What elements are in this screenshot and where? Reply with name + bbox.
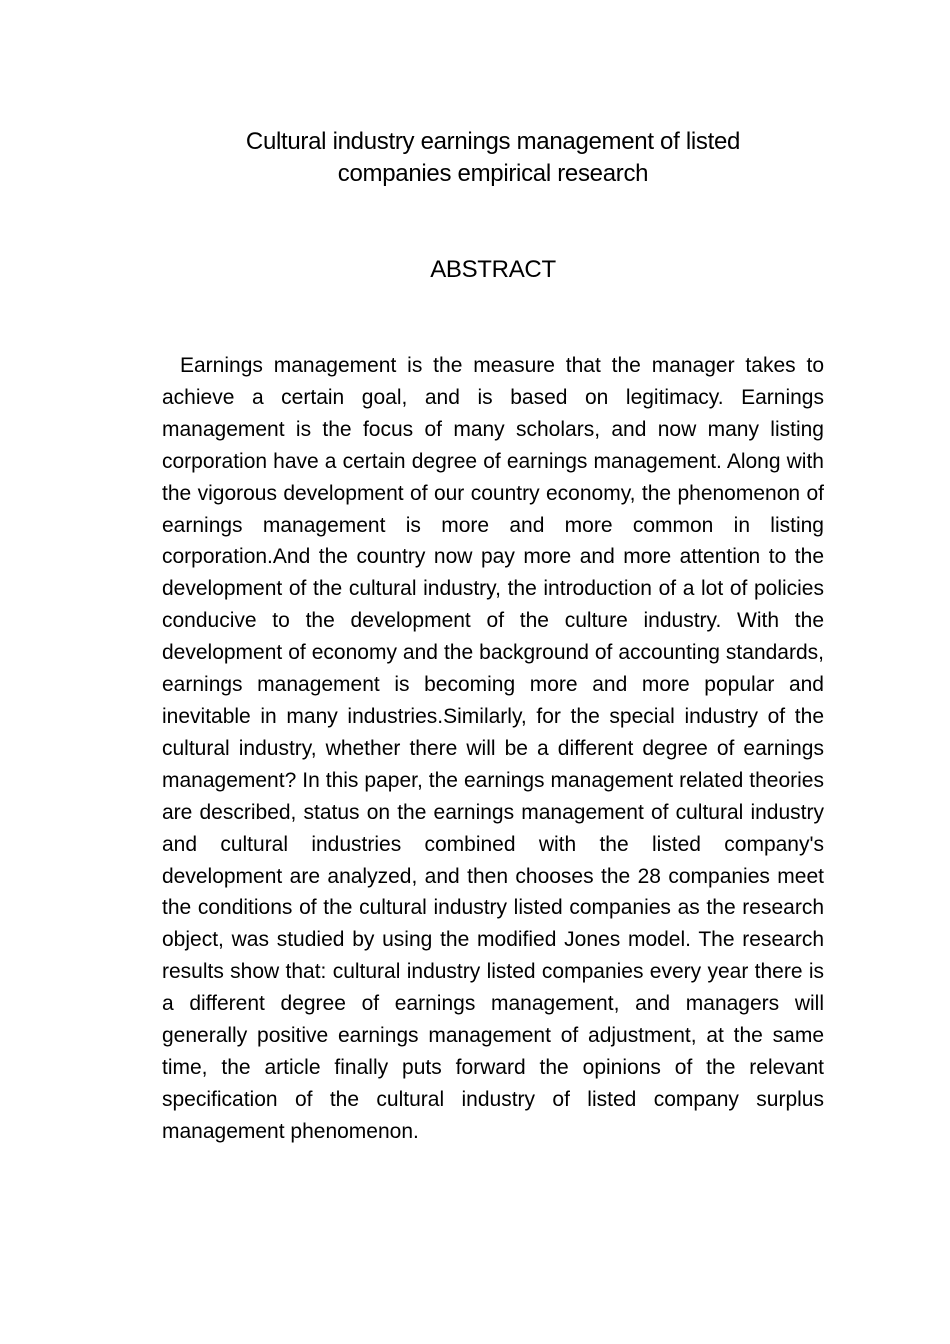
document-title-line-2: companies empirical research	[337, 160, 649, 187]
document-title	[162, 126, 824, 190]
abstract-paragraph: Earnings management is the measure that the manager takes to achieve a certain goal, and is based on legitimacy. Earnings management is the focus of many scholars, and now many listing corporation have a certain degree of earnings management. Along with the vigorous development of our country economy, the phenomenon of earnings management is more and more common in listing corporation.And the country now pay more and more attention to the development of the cultural industry, the introduction of a lot of policies conducive to the development of the culture industry. With the development of economy and the background of accounting standards, earnings management is becoming more and more popular and inevitable in many industries.Similarly, for the special industry of the cultural industry, whether there will be a different degree of earnings management? In this paper, the earnings management related theories are described, status on the earnings management of cultural industry and cultural industries combined with the listed company's development are analyzed, and then chooses the 28 companies meet the conditions of the cultural industry listed companies as the research object, was studied by using the modified Jones model. The research results show that: cultural industry listed companies every year there is a different degree of earnings management, and managers will generally positive earnings management of adjustment, at the same time, the article finally puts forward the opinions of the relevant specification of the cultural industry of listed company surplus management phenomenon.	[162, 354, 824, 1143]
abstract-heading: ABSTRACT	[430, 256, 556, 283]
document-title-line-1: Cultural industry earnings management of listed	[245, 128, 741, 155]
